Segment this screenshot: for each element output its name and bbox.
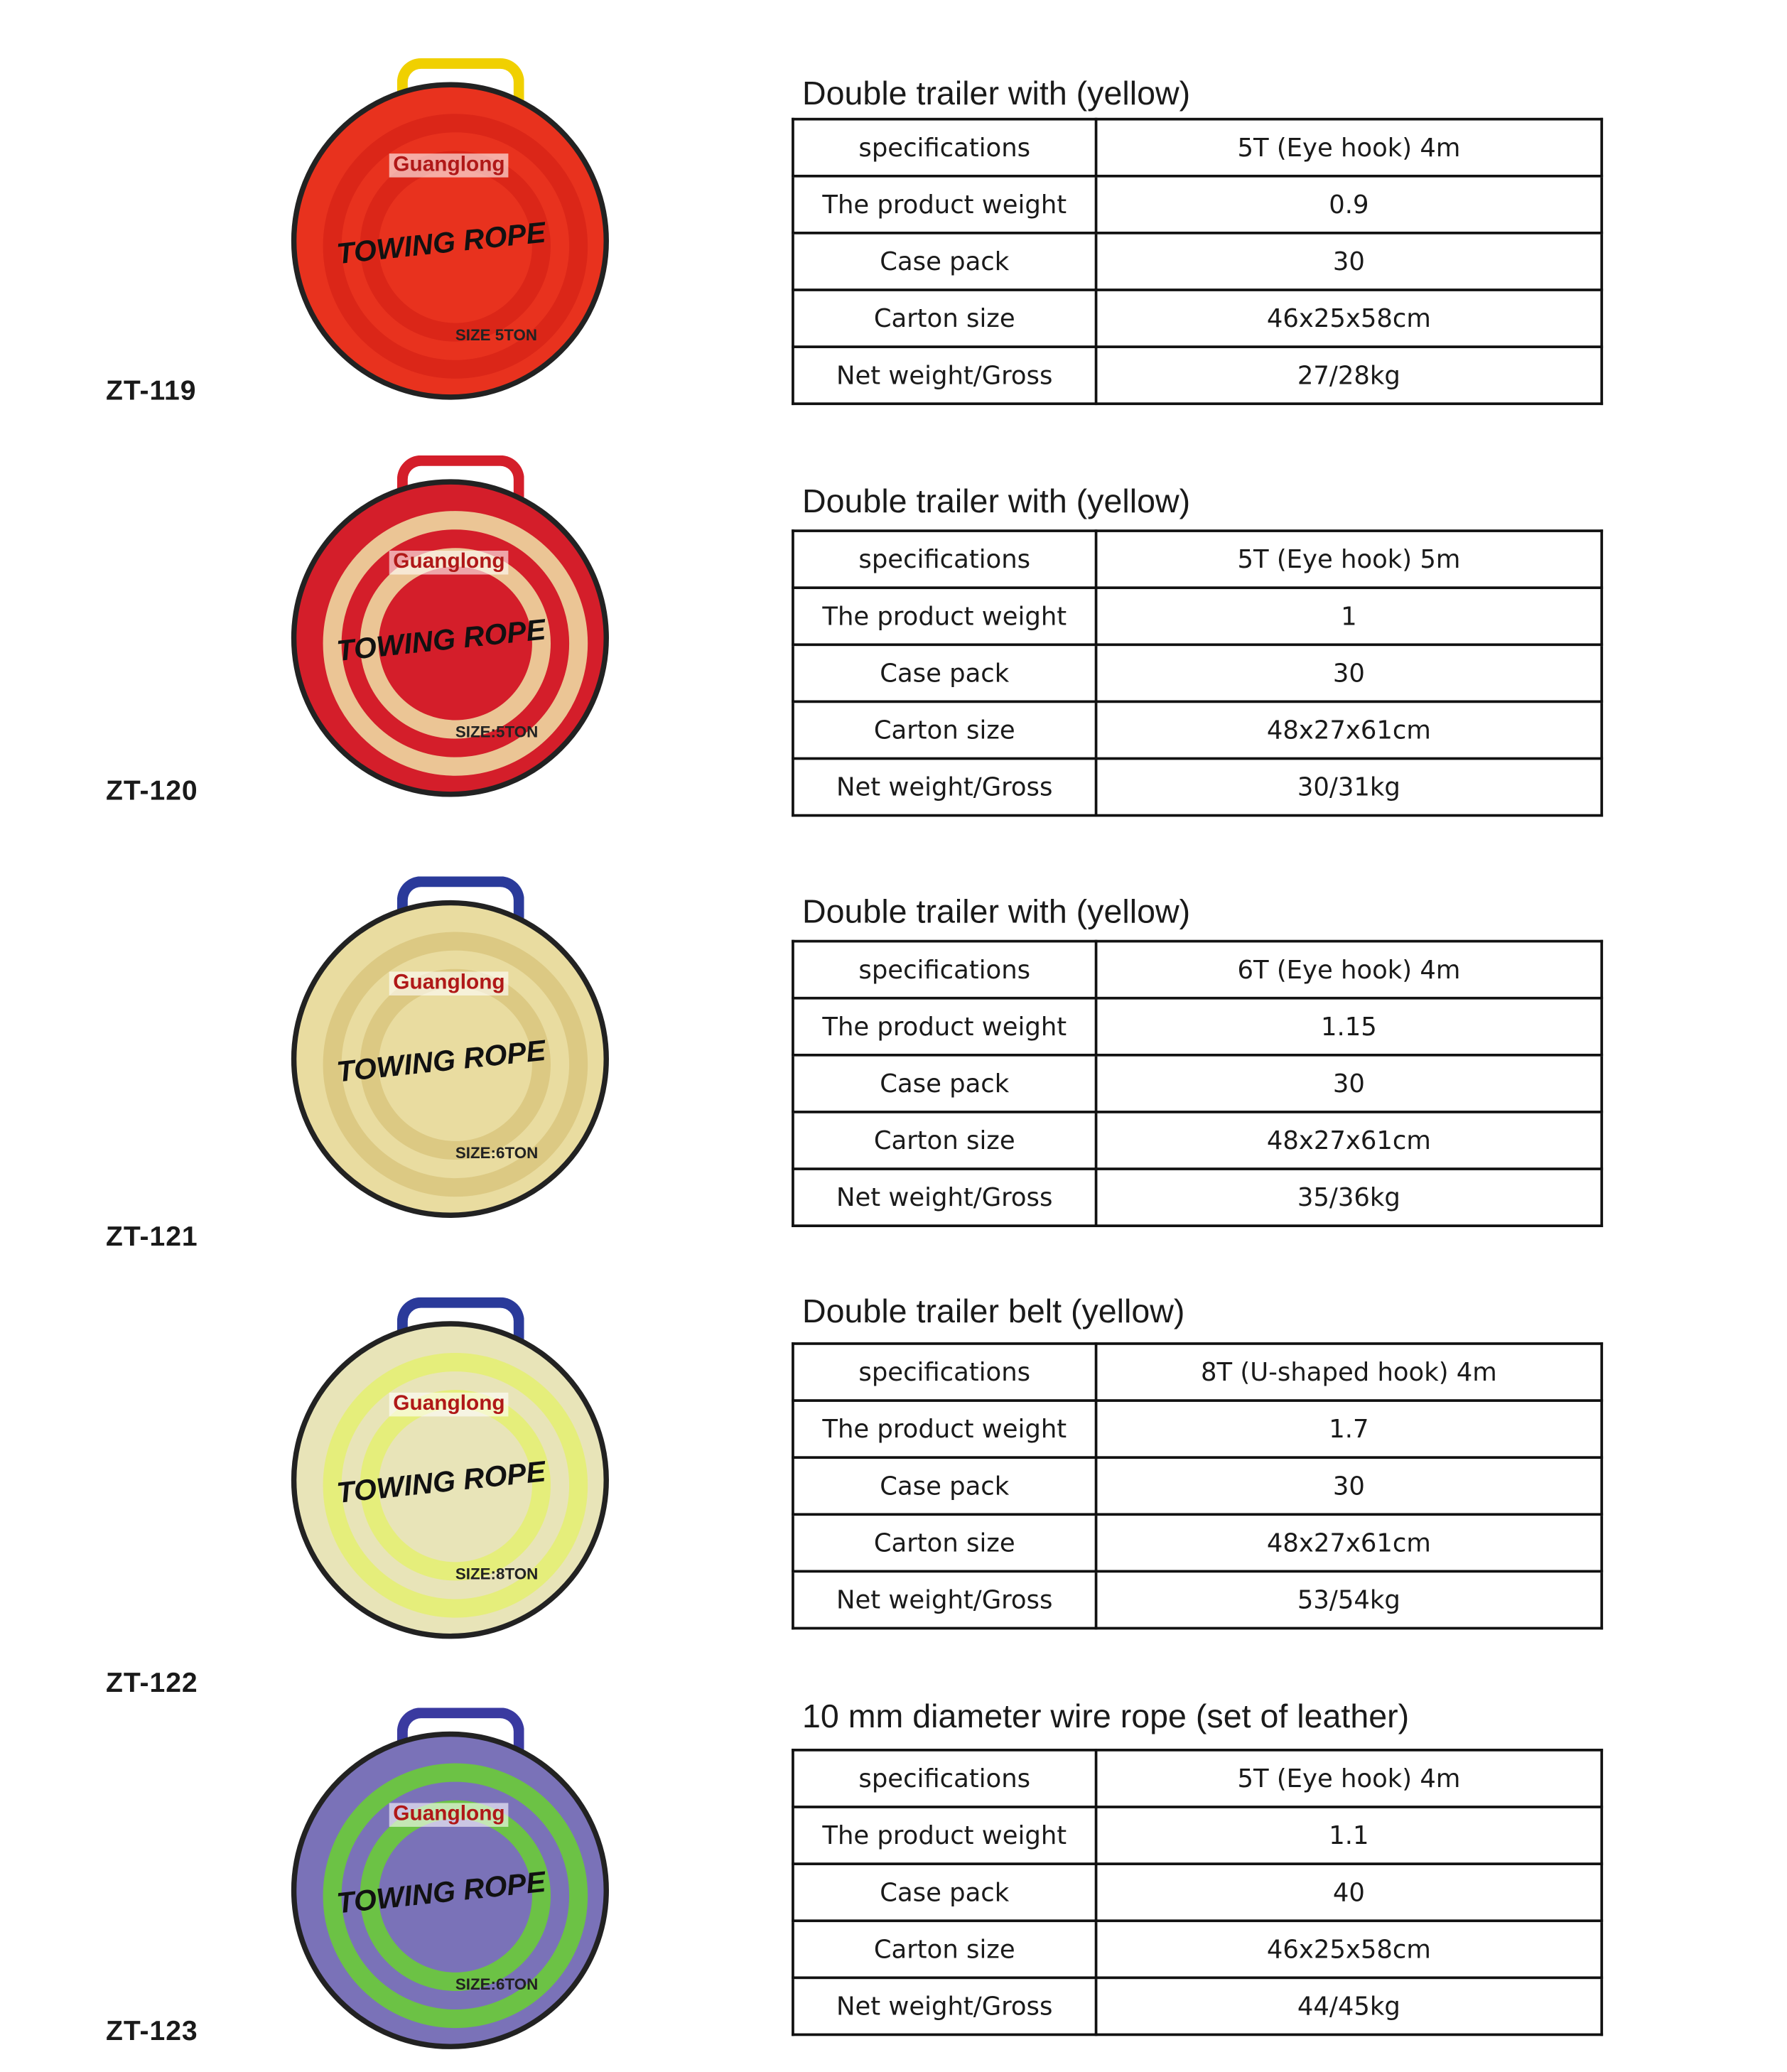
spec-label: Net weight/Gross xyxy=(793,1169,1096,1226)
spec-label: Net weight/Gross xyxy=(793,1571,1096,1628)
bag-brand: Guanglong xyxy=(389,1393,509,1417)
spec-value: 30 xyxy=(1096,1457,1602,1514)
spec-value: 1.15 xyxy=(1096,998,1602,1055)
spec-table xyxy=(792,118,1603,405)
spec-table xyxy=(792,1749,1603,2036)
bag-size: SIZE:6TON xyxy=(455,1143,539,1162)
spec-label: Case pack xyxy=(793,233,1096,290)
table-row xyxy=(793,1169,1602,1226)
table-row xyxy=(793,941,1602,998)
spec-value: 30 xyxy=(1096,233,1602,290)
spec-value: 44/45kg xyxy=(1096,1977,1602,2034)
table-row xyxy=(793,1055,1602,1112)
bag-size: SIZE:5TON xyxy=(455,723,539,742)
spec-value: 30/31kg xyxy=(1096,758,1602,815)
spec-label: Case pack xyxy=(793,1055,1096,1112)
spec-value: 46x25x58cm xyxy=(1096,1921,1602,1977)
spec-label: Carton size xyxy=(793,290,1096,347)
bag-brand: Guanglong xyxy=(389,1803,509,1827)
table-row xyxy=(793,531,1602,588)
product-title: Double trailer belt (yellow) xyxy=(801,1293,1185,1331)
table-row xyxy=(793,1750,1602,1807)
spec-value: 8T (U-shaped hook) 4m xyxy=(1096,1344,1602,1401)
table-row xyxy=(793,1401,1602,1457)
table-row xyxy=(793,1977,1602,2034)
product-title: Double trailer with (yellow) xyxy=(801,75,1191,113)
spec-value: 48x27x61cm xyxy=(1096,1514,1602,1571)
bag-label: TOWING ROPE xyxy=(335,215,548,271)
product-image xyxy=(291,1732,609,2049)
bag-size: SIZE:6TON xyxy=(455,1975,539,1994)
table-row xyxy=(793,758,1602,815)
spec-table xyxy=(792,1342,1603,1629)
spec-label: specifications xyxy=(793,941,1096,998)
spec-table xyxy=(792,529,1603,816)
spec-value: 40 xyxy=(1096,1864,1602,1921)
spec-label: The product weight xyxy=(793,176,1096,233)
spec-label: Carton size xyxy=(793,701,1096,758)
bag-label: TOWING ROPE xyxy=(335,1455,548,1510)
spec-label: The product weight xyxy=(793,588,1096,644)
table-row xyxy=(793,644,1602,701)
spec-label: specifications xyxy=(793,531,1096,588)
spec-value: 46x25x58cm xyxy=(1096,290,1602,347)
bag-size: SIZE:8TON xyxy=(455,1565,539,1584)
spec-value: 0.9 xyxy=(1096,176,1602,233)
spec-label: The product weight xyxy=(793,1401,1096,1457)
spec-value: 1.7 xyxy=(1096,1401,1602,1457)
table-row xyxy=(793,701,1602,758)
table-row xyxy=(793,998,1602,1055)
bag-brand: Guanglong xyxy=(389,971,509,995)
spec-label: Case pack xyxy=(793,644,1096,701)
spec-label: specifications xyxy=(793,119,1096,176)
spec-value: 35/36kg xyxy=(1096,1169,1602,1226)
spec-label: specifications xyxy=(793,1344,1096,1401)
bag-brand: Guanglong xyxy=(389,153,509,178)
product-image xyxy=(291,479,609,797)
spec-value: 30 xyxy=(1096,1055,1602,1112)
bag-label: TOWING ROPE xyxy=(335,1033,548,1089)
product-code: ZT-122 xyxy=(106,1668,198,1699)
table-row xyxy=(793,119,1602,176)
product-image xyxy=(291,900,609,1218)
table-row xyxy=(793,1112,1602,1169)
spec-label: Carton size xyxy=(793,1112,1096,1169)
product-title: Double trailer with (yellow) xyxy=(801,482,1191,521)
table-row xyxy=(793,1571,1602,1628)
spec-value: 1.1 xyxy=(1096,1807,1602,1864)
bag-label: TOWING ROPE xyxy=(335,613,548,668)
spec-label: Net weight/Gross xyxy=(793,347,1096,404)
spec-value: 5T (Eye hook) 4m xyxy=(1096,119,1602,176)
table-row xyxy=(793,1864,1602,1921)
product-code: ZT-120 xyxy=(106,775,198,806)
table-row xyxy=(793,347,1602,404)
spec-label: Net weight/Gross xyxy=(793,1977,1096,2034)
bag-brand: Guanglong xyxy=(389,551,509,575)
spec-label: Carton size xyxy=(793,1921,1096,1977)
product-code: ZT-119 xyxy=(106,376,197,406)
table-row xyxy=(793,1344,1602,1401)
table-row xyxy=(793,290,1602,347)
spec-value: 5T (Eye hook) 4m xyxy=(1096,1750,1602,1807)
spec-table xyxy=(792,940,1603,1227)
table-row xyxy=(793,233,1602,290)
spec-value: 27/28kg xyxy=(1096,347,1602,404)
spec-label: Case pack xyxy=(793,1457,1096,1514)
table-row xyxy=(793,1807,1602,1864)
spec-value: 48x27x61cm xyxy=(1096,1112,1602,1169)
product-code: ZT-123 xyxy=(106,2016,198,2047)
product-image xyxy=(291,1321,609,1639)
spec-label: specifications xyxy=(793,1750,1096,1807)
spec-label: The product weight xyxy=(793,1807,1096,1864)
table-row xyxy=(793,588,1602,644)
spec-value: 53/54kg xyxy=(1096,1571,1602,1628)
bag-size: SIZE 5TON xyxy=(455,325,537,345)
product-title: 10 mm diameter wire rope (set of leather) xyxy=(801,1698,1410,1736)
spec-value: 30 xyxy=(1096,644,1602,701)
spec-label: Net weight/Gross xyxy=(793,758,1096,815)
spec-value: 5T (Eye hook) 5m xyxy=(1096,531,1602,588)
product-title: Double trailer with (yellow) xyxy=(801,893,1191,931)
table-row xyxy=(793,1457,1602,1514)
spec-label: The product weight xyxy=(793,998,1096,1055)
product-image xyxy=(291,82,609,400)
spec-label: Carton size xyxy=(793,1514,1096,1571)
table-row xyxy=(793,1514,1602,1571)
table-row xyxy=(793,1921,1602,1977)
spec-value: 6T (Eye hook) 4m xyxy=(1096,941,1602,998)
spec-value: 1 xyxy=(1096,588,1602,644)
spec-value: 48x27x61cm xyxy=(1096,701,1602,758)
product-code: ZT-121 xyxy=(106,1221,198,1253)
spec-label: Case pack xyxy=(793,1864,1096,1921)
table-row xyxy=(793,176,1602,233)
bag-label: TOWING ROPE xyxy=(335,1865,548,1920)
